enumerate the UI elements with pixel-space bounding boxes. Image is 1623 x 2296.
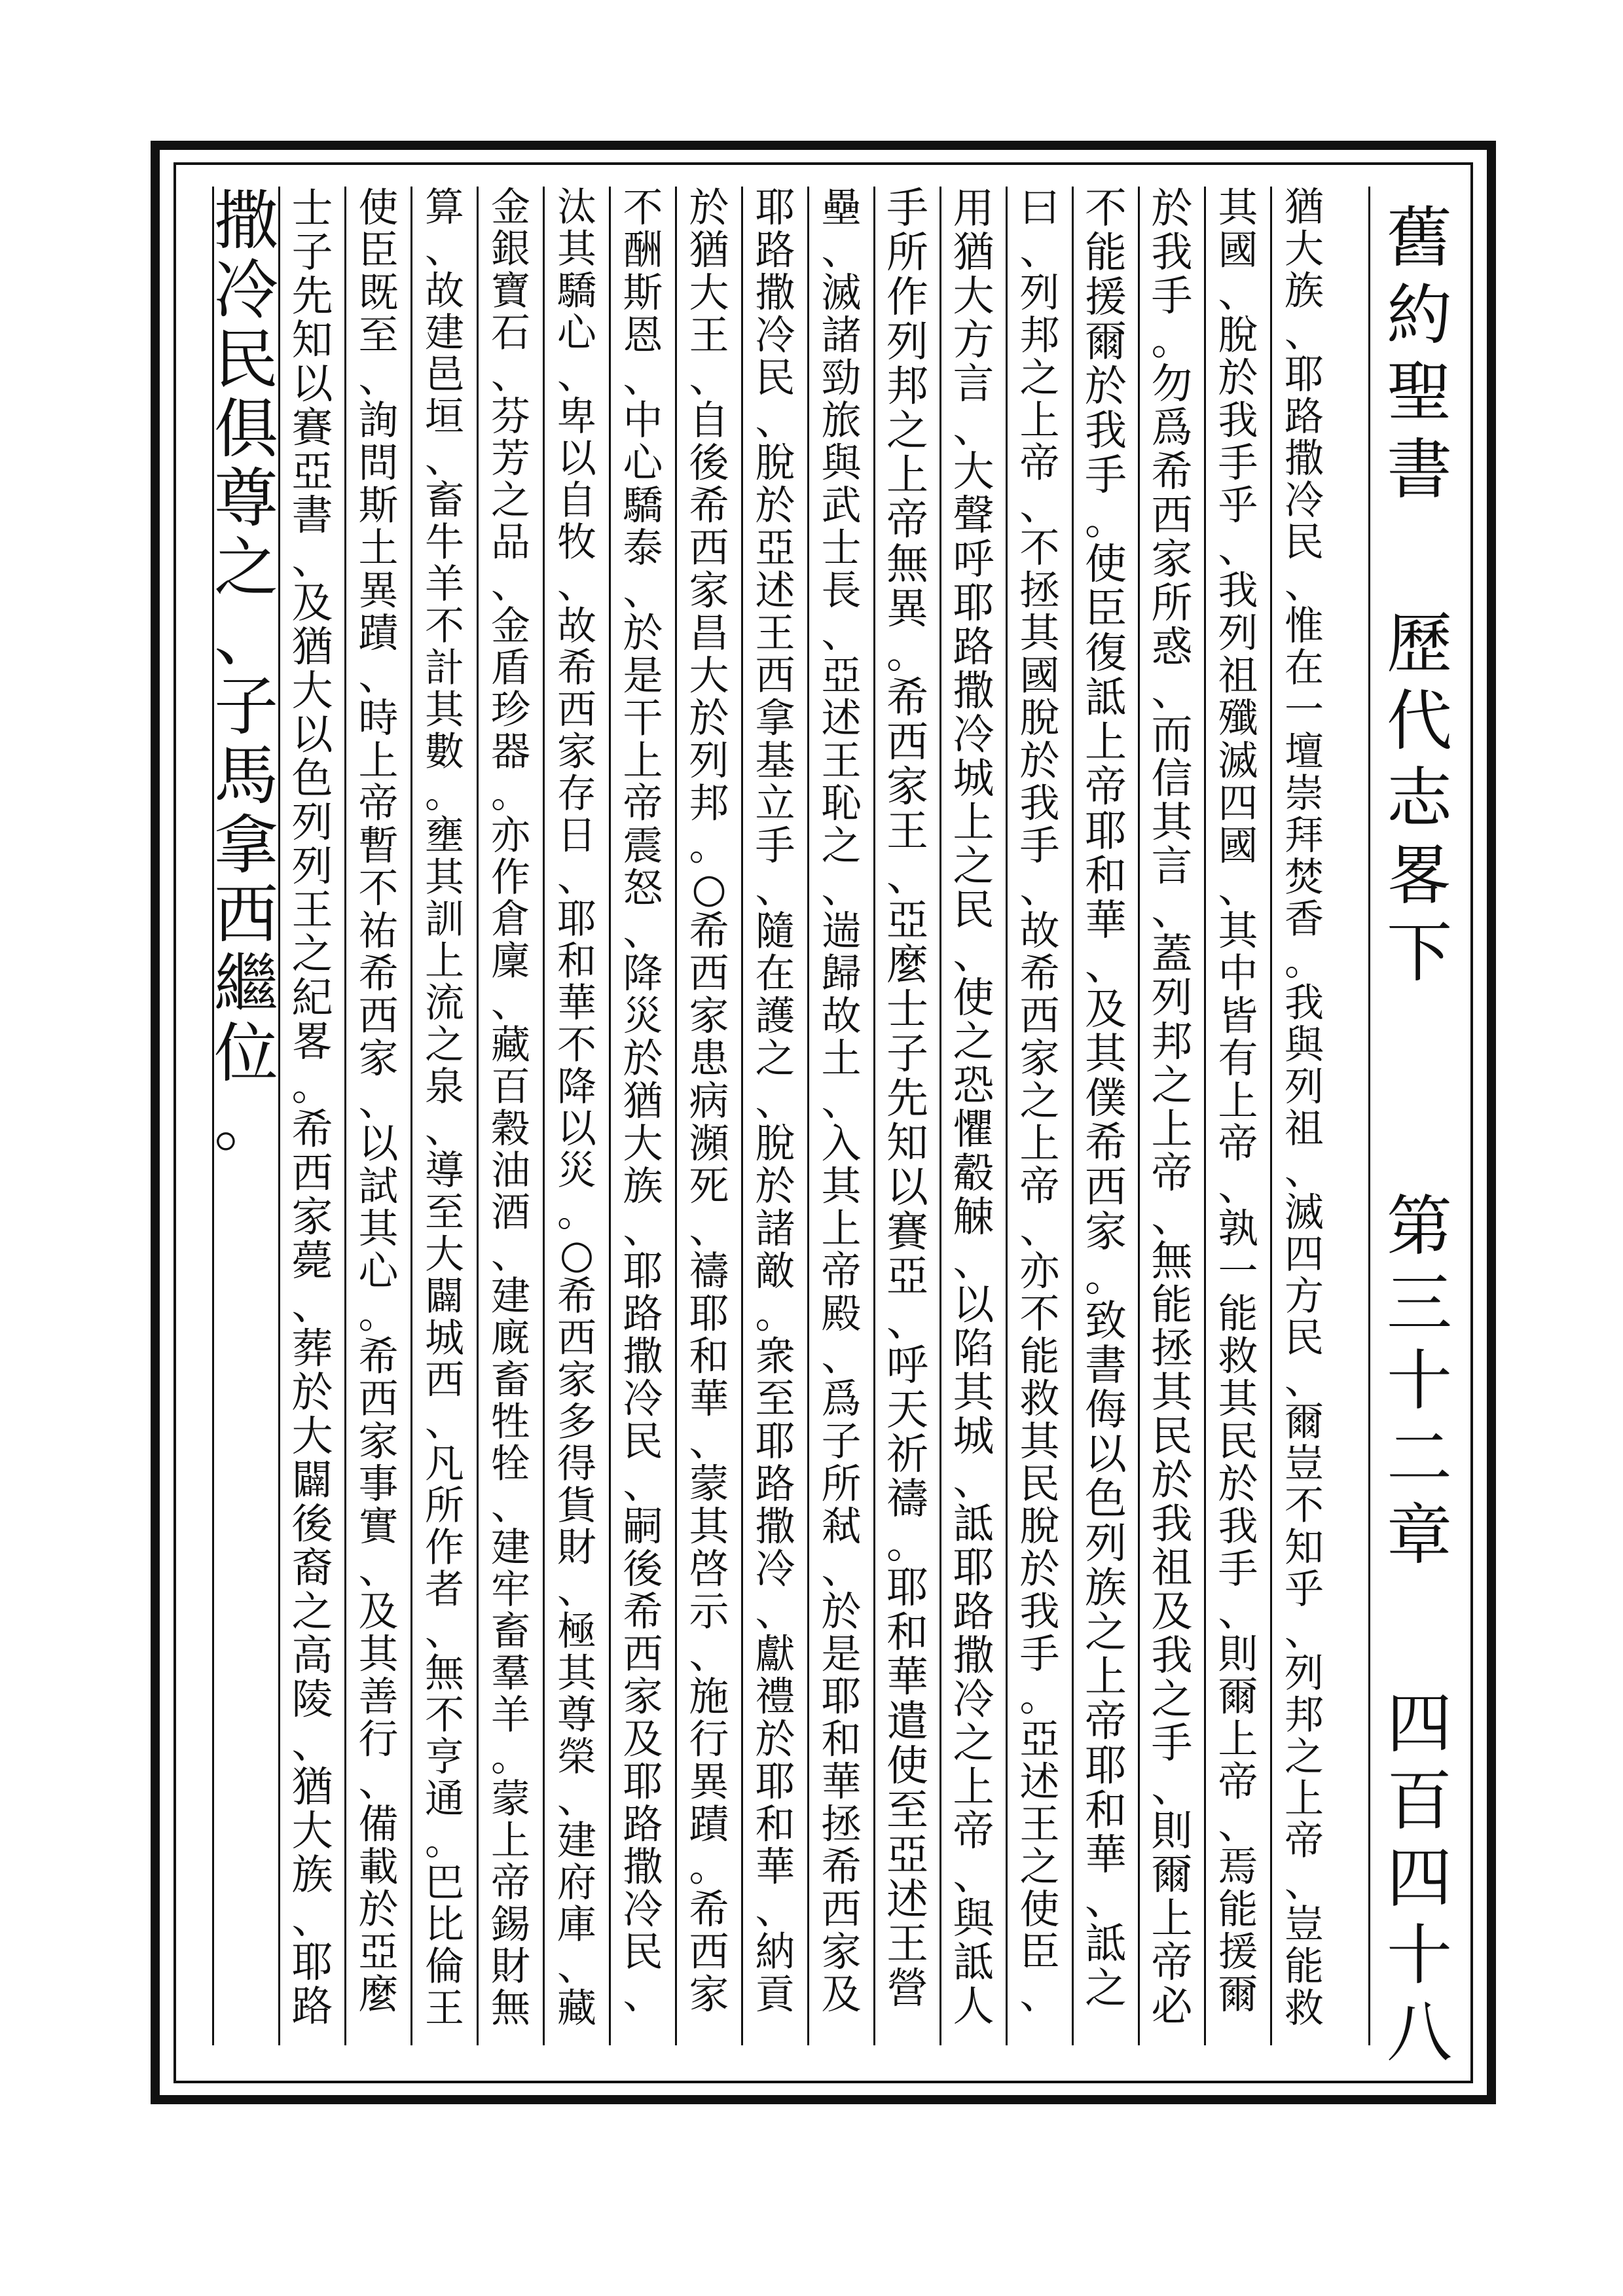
text-column: 不 酬 斯 恩 、 中 心 驕 泰 、 於 是 干 上 帝 震 怒 、 降 災 於 猶 大 族 、 耶 路 撒 冷 民 、 嗣 後 希 西 家 及 耶 路 撒 冷 民 、	[609, 187, 675, 2045]
text-column: 士 子 先 知 以 賽 亞 書 、 及 猶 大 以 色 列 列 王 之 紀 畧 。 希 西 家 薨 、 葬 於 大 闢 後 裔 之 高 陵 、 猶 大 族 、 耶 路	[278, 187, 344, 2045]
text-column: 猶 大 族 、 耶 路 撒 冷 民 、 惟 在 一 壇 崇 拜 焚 香 。 我 與 列 祖 、 滅 四 方 民 、 爾 豈 不 知 乎 、 列 邦 之 上 帝 、 豈 能 救	[1270, 187, 1336, 2045]
text-column: 汰 其 驕 心 、 卑 以 自 牧 、 故 希 西 家 存 日 、 耶 和 華 不 降 以 災 。 ○ 希 西 家 多 得 貨 財 、 極 其 尊 榮 、 建 府 庫 、 藏	[543, 187, 609, 2045]
text-column: 撒 冷 民 俱 尊 之 、 子 馬 拿 西 繼 位 。	[212, 187, 278, 2045]
text-column: 於 猶 大 王 、 自 後 希 西 家 昌 大 於 列 邦 。 ○ 希 西 家 患 病 瀕 死 、 禱 耶 和 華 、 蒙 其 啓 示 、 施 行 異 蹟 。 希 西 家	[675, 187, 741, 2045]
book-title: 舊 約 聖 書	[1387, 200, 1452, 508]
text-column: 耶 路 撒 冷 民 、 脫 於 亞 述 王 西 拿 基 立 手 、 隨 在 護 之 、 脫 於 諸 敵 。 衆 至 耶 路 撒 冷 、 獻 禮 於 耶 和 華 、 納 貢	[741, 187, 807, 2045]
section-title: 歷 代 志 畧 下	[1387, 605, 1452, 991]
text-column: 使 臣 既 至 、 詢 問 斯 土 異 蹟 、 時 上 帝 暫 不 祐 希 西 家 、 以 試 其 心 。 希 西 家 事 實 、 及 其 善 行 、 備 載 於 亞 麼	[344, 187, 410, 2045]
chapter-label: 第 三 十 二 章	[1387, 1188, 1452, 1573]
text-column: 其 國 、 脫 於 我 手 乎 、 我 列 祖 殲 滅 四 國 、 其 中 皆 有 上 帝 、 孰 一 能 救 其 民 於 我 手 、 則 爾 上 帝 、 焉 能 援 爾	[1204, 187, 1270, 2045]
page-number: 四 百 四 十 八	[1387, 1685, 1452, 2071]
text-column: 壘 、 滅 諸 勁 旅 與 武 士 長 、 亞 述 王 恥 之 、 遄 歸 故 土 、 入 其 上 帝 殿 、 爲 子 所 弒 、 於 是 耶 和 華 拯 希 西 家 及	[807, 187, 873, 2045]
text-column: 手 所 作 列 邦 之 上 帝 無 異 。 希 西 家 王 、 亞 麼 士 子 先 知 以 賽 亞 、 呼 天 祈 禱 。 耶 和 華 遣 使 至 亞 述 王 營	[873, 187, 939, 2045]
text-column: 用 猶 大 方 言 、 大 聲 呼 耶 路 撒 冷 城 上 之 民 、 使 之 恐 懼 觳 觫 、 以 陷 其 城 、 詆 耶 路 撒 冷 之 上 帝 、 與 詆 人	[939, 187, 1006, 2045]
text-column: 金 銀 寶 石 、 芬 芳 之 品 、 金 盾 珍 器 。 亦 作 倉 廩 、 藏 百 穀 油 酒 、 建 廐 畜 牲 牷 、 建 牢 畜 羣 羊 。 蒙 上 帝 錫 財 無	[477, 187, 543, 2045]
header-column	[1368, 187, 1467, 2071]
text-column: 曰 、 列 邦 之 上 帝 、 不 拯 其 國 脫 於 我 手 、 故 希 西 家 之 上 帝 、 亦 不 能 救 其 民 脫 於 我 手 。 亞 述 王 之 使 臣 、	[1006, 187, 1072, 2045]
text-column: 於 我 手 。 勿 爲 希 西 家 所 惑 、 而 信 其 言 、 蓋 列 邦 之 上 帝 、 無 能 拯 其 民 於 我 祖 及 我 之 手 、 則 爾 上 帝 必	[1138, 187, 1204, 2045]
text-column: 不 能 援 爾 於 我 手 。 使 臣 復 詆 上 帝 耶 和 華 、 及 其 僕 希 西 家 。 致 書 侮 以 色 列 族 之 上 帝 耶 和 華 、 詆 之	[1072, 187, 1138, 2045]
text-column: 算 、 故 建 邑 垣 、 畜 牛 羊 不 計 其 數 。 壅 其 訓 上 流 之 泉 、 導 至 大 闢 城 西 、 凡 所 作 者 、 無 不 亨 通 。 巴 比 倫 王	[410, 187, 477, 2045]
